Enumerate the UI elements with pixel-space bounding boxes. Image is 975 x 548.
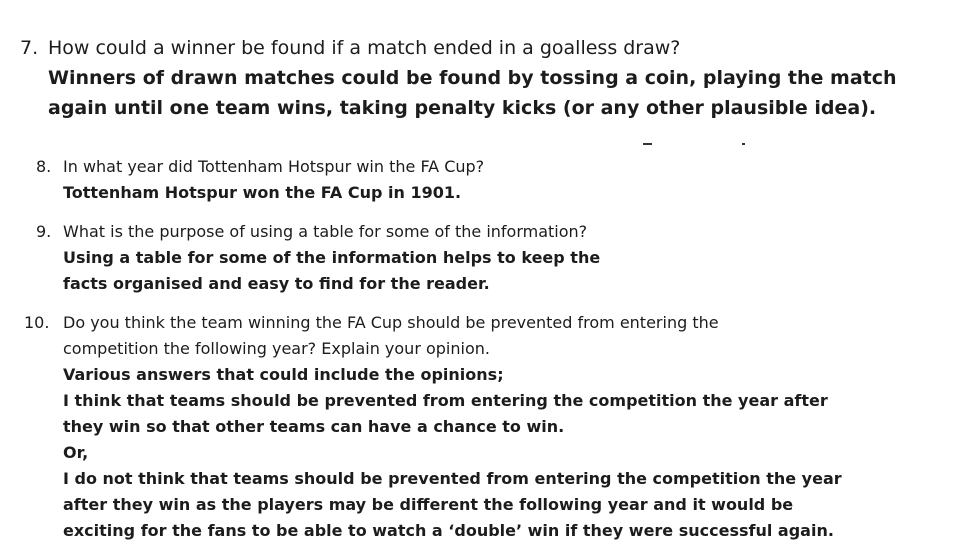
- answer-line: I do not think that teams should be prevented from entering the competition the year: [63, 469, 842, 488]
- answer-line: Using a table for some of the information helps to keep the: [63, 248, 601, 267]
- question-number: 9.: [36, 222, 52, 241]
- question-line: Do you think the team winning the FA Cup should be prevented from entering the: [63, 313, 719, 332]
- question-number: 8.: [36, 157, 52, 176]
- scan-mark: [742, 143, 745, 145]
- question-body: [63, 219, 943, 297]
- answer-text: [48, 63, 897, 123]
- answer-line: Winners of drawn matches could be found by tossing a coin, playing the match: [48, 67, 897, 89]
- answer-line: Or,: [63, 443, 89, 462]
- answer-text: Tottenham Hotspur won the FA Cup in 1901.: [63, 183, 462, 202]
- answer-line: I think that teams should be prevented from entering the competition the year after: [63, 391, 828, 410]
- question-line: competition the following year? Explain your opinion.: [63, 339, 490, 358]
- question-body: [63, 310, 943, 544]
- answer-line: facts organised and easy to find for the reader.: [63, 274, 490, 293]
- question-number: 10.: [24, 313, 50, 332]
- question-body: [63, 154, 943, 206]
- scan-mark: [643, 143, 652, 145]
- answer-line: Various answers that could include the opinions;: [63, 365, 504, 384]
- question-text: In what year did Tottenham Hotspur win the FA Cup?: [63, 157, 485, 176]
- question-number: 7.: [20, 37, 39, 59]
- answer-line: after they win as the players may be different the following year and it would be: [63, 495, 794, 514]
- question-text: What is the purpose of using a table for some of the information?: [63, 222, 588, 241]
- answer-line: they win so that other teams can have a chance to win.: [63, 417, 565, 436]
- question-text: How could a winner be found if a match ended in a goalless draw?: [48, 37, 681, 59]
- answer-line: again until one team wins, taking penalty kicks (or any other plausible idea).: [48, 97, 877, 119]
- answer-line: exciting for the fans to be able to watch a ‘double’ win if they were successful again.: [63, 521, 834, 540]
